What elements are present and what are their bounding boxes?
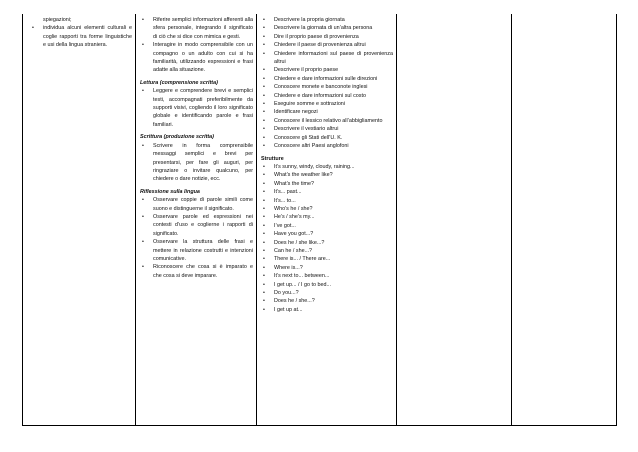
- list-item: • Conoscere gli Stati dell’U. K.: [261, 134, 393, 142]
- column-objectives: [136, 14, 257, 425]
- heading-writing: Scrittura (produzione scritta): [140, 134, 214, 141]
- list-item: • Does he / she like...?: [261, 239, 393, 247]
- list-item: • Descrivere il vestiario altrui: [261, 125, 393, 133]
- list-item: • Osservare parole ed espressioni nei contesti d’uso e coglierne i rapporti di significato.: [140, 213, 253, 238]
- list-item: • Descrivere la propria giornata: [261, 16, 393, 24]
- list-item: • It’s... past...: [261, 188, 393, 196]
- list-item: • It’s... to...: [261, 197, 393, 205]
- column-empty-1: [397, 14, 512, 425]
- column-knowledge: [23, 14, 136, 425]
- list-item: • Who’s he / she?: [261, 205, 393, 213]
- list-item: • Chiedere informazioni sul paese di provenienza altrui: [261, 50, 393, 67]
- list-item: • There is... / There are...: [261, 255, 393, 263]
- list-item: • It’s next to... between...: [261, 272, 393, 280]
- column-divider: [396, 14, 397, 426]
- list-item: • Descrivere la giornata di un’altra persona: [261, 24, 393, 32]
- list-item: • I get up at...: [261, 306, 393, 314]
- list-item: • Can he / she...?: [261, 247, 393, 255]
- heading-reading: Lettura (comprensione scritta): [140, 79, 218, 86]
- column-contents: [257, 14, 397, 425]
- list-item: • Osservare la struttura delle frasi e mettere in relazione costrutti e intenzioni comunicative.: [140, 238, 253, 263]
- list-item: • Eseguire somme e sottrazioni: [261, 100, 393, 108]
- list-item: • Does he / she...?: [261, 297, 393, 305]
- list-item: • Riconoscere che cosa si è imparato e che cosa si deve imparare.: [140, 263, 253, 280]
- list-item: • What’s the weather like?: [261, 171, 393, 179]
- col3-list-structures: [261, 163, 393, 314]
- column-divider: [511, 14, 512, 426]
- col2-list-reading: [140, 87, 253, 129]
- list-item: • Scrivere in forma comprensibile messaggi semplici e brevi per presentarsi, per fare gli auguri, per ringraziare o invitare qualcuno, per chiedere o dare notizie, ecc.: [140, 142, 253, 184]
- list-item: • Have you got...?: [261, 230, 393, 238]
- list-item: • individua alcuni elementi culturali e coglie rapporti tra forme linguistiche e usi della lingua straniera.: [30, 24, 132, 49]
- list-item: • Riferire semplici informazioni afferenti alla sfera personale, integrando il significato di ciò che si dice con mimica e gesti.: [140, 16, 253, 41]
- list-item: • I get up... / I go to bed...: [261, 281, 393, 289]
- list-item: • Descrivere il proprio paese: [261, 66, 393, 74]
- list-item: • Chiedere e dare informazioni sul costo: [261, 92, 393, 100]
- list-item: • Conoscere monete e banconote inglesi: [261, 83, 393, 91]
- col2-list-writing: [140, 142, 253, 184]
- list-item: • It’s sunny, windy, cloudy, raining...: [261, 163, 393, 171]
- list-item: • He’s / she’s my...: [261, 213, 393, 221]
- heading-reflection: Riflessione sulla lingua: [140, 188, 200, 195]
- list-item: • Conoscere il lessico relativo all’abbigliamento: [261, 117, 393, 125]
- list-item: • Identificare negozi: [261, 108, 393, 116]
- col3-list-a: [261, 16, 393, 151]
- list-item: • Conoscere altri Paesi anglofoni: [261, 142, 393, 150]
- list-item: • Interagire in modo comprensibile con un compagno o un adulto con cui si ha familiarità, utilizzando espressioni e frasi adatte alla situazione.: [140, 41, 253, 75]
- list-item: • Dire il proprio paese di provenienza: [261, 33, 393, 41]
- column-empty-2: [512, 14, 618, 425]
- col1-intro: spiegazioni;: [43, 17, 72, 23]
- heading-structures: Strutture: [261, 155, 284, 162]
- column-divider: [135, 14, 136, 426]
- list-item: • What’s the time?: [261, 180, 393, 188]
- col2-list-a: [140, 16, 253, 75]
- list-item: • Chiedere e dare informazioni sulle direzioni: [261, 75, 393, 83]
- list-item: • Leggere e comprendere brevi e semplici testi, accompagnati preferibilmente da supporti visivi, cogliendo il loro significato globale e identificando parole e frasi familiari.: [140, 87, 253, 129]
- list-item: • I’ve got...: [261, 222, 393, 230]
- col2-list-reflection: [140, 196, 253, 280]
- col1-list: [30, 24, 132, 49]
- column-divider: [256, 14, 257, 426]
- table-frame: [22, 14, 617, 426]
- list-item: • Where is...?: [261, 264, 393, 272]
- list-item: • Do you...?: [261, 289, 393, 297]
- list-item: • Osservare coppie di parole simili come suono e distinguerne il significato.: [140, 196, 253, 213]
- list-item: • Chiedere il paese di provenienza altrui: [261, 41, 393, 49]
